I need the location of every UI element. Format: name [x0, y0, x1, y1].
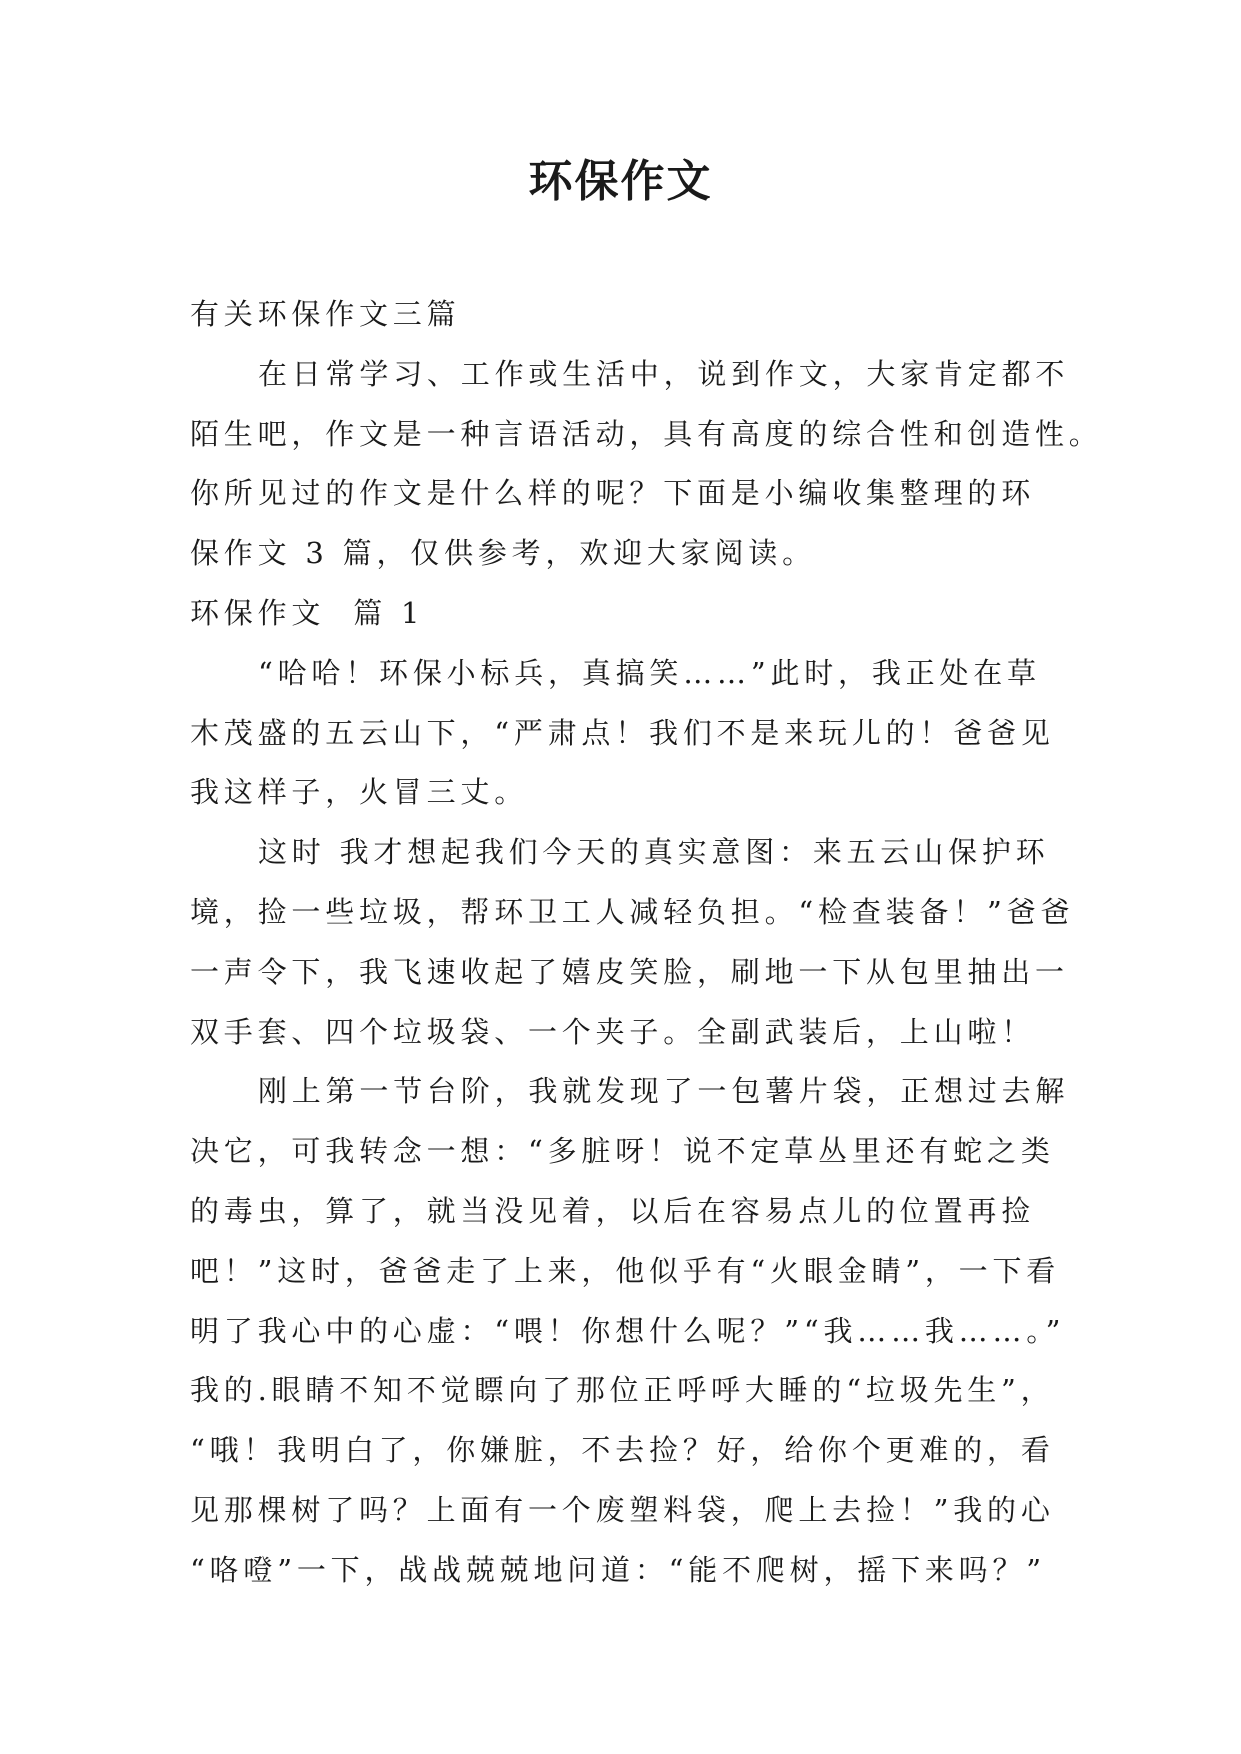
paragraph-line: 的毒虫，算了，就当没见着，以后在容易点儿的位置再捡: [190, 1193, 1036, 1228]
paragraph-line: 双手套、四个垃圾袋、一个夹子。全副武装后，上山啦！: [190, 1014, 1036, 1049]
paragraph-line: 陌生吧，作文是一种言语活动，具有高度的综合性和创造性。: [190, 416, 1103, 451]
paragraph-line: 保作文 3 篇，仅供参考，欢迎大家阅读。: [190, 536, 816, 571]
paragraph-line: “哈哈！环保小标兵，真搞笑……”此时，我正处在草: [258, 655, 1041, 690]
document-body: [190, 285, 1103, 1601]
document-title: 环保作文: [528, 156, 713, 207]
paragraph-line: 一声令下，我飞速收起了嬉皮笑脸，刷地一下从包里抽出一: [190, 954, 1069, 989]
paragraph-line: 木茂盛的五云山下，“严肃点！我们不是来玩儿的！爸爸见: [190, 715, 1055, 750]
paragraph-line: 境，捡一些垃圾，帮环卫工人减轻负担。“检查装备！”爸爸: [190, 894, 1075, 929]
paragraph-line: 在日常学习、工作或生活中，说到作文，大家肯定都不: [258, 356, 1070, 391]
paragraph-line: 吧！”这时，爸爸走了上来，他似乎有“火眼金睛”，一下看: [190, 1253, 1061, 1288]
paragraph-line: 明了我心中的心虚：“喂！你想什么呢？”“我……我……。”: [190, 1313, 1066, 1348]
paragraph-line: 你所见过的作文是什么样的呢？下面是小编收集整理的环: [190, 476, 1036, 511]
paragraph-line: 这时 我才想起我们今天的真实意图：来五云山保护环: [258, 835, 1050, 870]
essay-heading: 环保作文 篇 1: [190, 595, 425, 630]
paragraph-line: “哦！我明白了，你嫌脏，不去捡？好，给你个更难的，看: [190, 1433, 1055, 1468]
paragraph-line: 我这样子，火冒三丈。: [190, 775, 529, 810]
paragraph-line: 决它，可我转念一想：“多脏呀！说不定草丛里还有蛇之类: [190, 1134, 1055, 1169]
section-heading: 有关环保作文三篇: [190, 297, 461, 331]
paragraph-line: 见那棵树了吗？上面有一个废塑料袋，爬上去捡！”我的心: [190, 1492, 1055, 1527]
paragraph-line: “咯噔”一下，战战兢兢地问道：“能不爬树，摇下来吗？”: [190, 1552, 1046, 1587]
paragraph-line: 我的.眼睛不知不觉瞟向了那位正呼呼大睡的“垃圾先生”，: [190, 1373, 1055, 1408]
paragraph-line: 刚上第一节台阶，我就发现了一包薯片袋，正想过去解: [258, 1074, 1070, 1109]
